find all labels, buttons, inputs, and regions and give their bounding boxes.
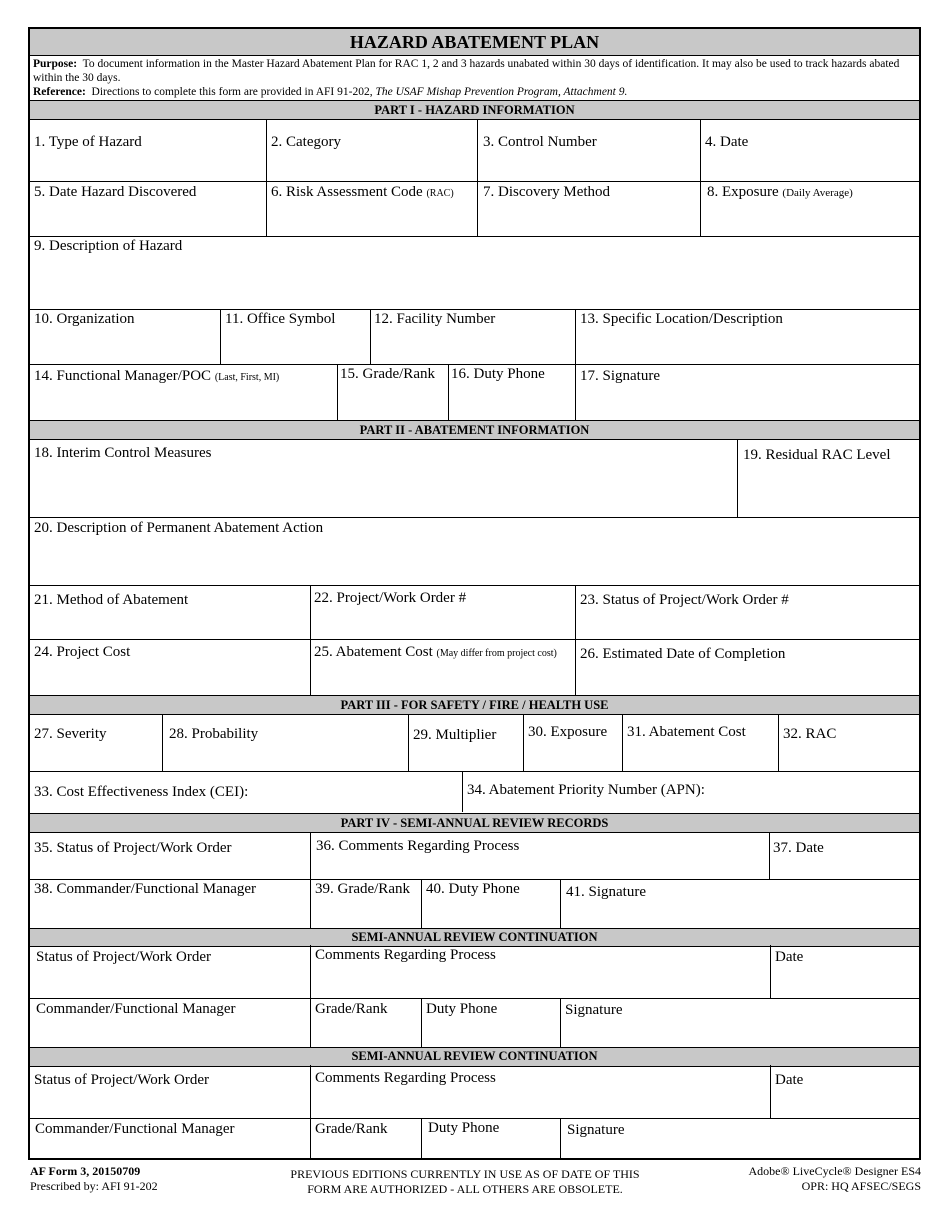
label-project-work-order: 22. Project/Work Order # bbox=[314, 590, 467, 606]
label-status-of-project: 23. Status of Project/Work Order # bbox=[580, 592, 789, 608]
hazard-abatement-form bbox=[28, 27, 921, 1160]
part3-header: PART III - FOR SAFETY / FIRE / HEALTH USE bbox=[30, 695, 919, 715]
footer-right bbox=[680, 1164, 921, 1194]
label-date-hazard-discovered: 5. Date Hazard Discovered bbox=[34, 184, 197, 200]
reference-italic: The USAF Mishap Prevention Program, Attachment 9. bbox=[375, 86, 628, 98]
label-abatement-cost-rating: 31. Abatement Cost bbox=[627, 724, 746, 740]
cont1-label-duty-phone: Duty Phone bbox=[426, 1001, 498, 1017]
label-type-of-hazard: 1. Type of Hazard bbox=[34, 134, 142, 150]
label-duty-phone: 16. Duty Phone bbox=[451, 366, 545, 382]
cont2-label-grade-rank: Grade/Rank bbox=[315, 1121, 388, 1137]
prescribed-by: Prescribed by: AFI 91-202 bbox=[30, 1179, 158, 1193]
label-organization: 10. Organization bbox=[34, 311, 135, 327]
label-project-cost: 24. Project Cost bbox=[34, 644, 131, 660]
notice-line-2: FORM ARE AUTHORIZED - ALL OTHERS ARE OBSOLETE. bbox=[307, 1182, 623, 1196]
label-severity: 27. Severity bbox=[34, 726, 107, 742]
label-category: 2. Category bbox=[271, 134, 341, 150]
purpose-block bbox=[33, 57, 913, 99]
form-id: AF Form 3, 20150709 bbox=[30, 1164, 141, 1178]
label-residual-rac-level: 19. Residual RAC Level bbox=[743, 447, 891, 463]
cont2-label-comments: Comments Regarding Process bbox=[315, 1070, 496, 1086]
label-review-comments: 36. Comments Regarding Process bbox=[316, 838, 520, 854]
part1-header: PART I - HAZARD INFORMATION bbox=[30, 100, 919, 120]
part2-header: PART II - ABATEMENT INFORMATION bbox=[30, 420, 919, 440]
continuation-header-2: SEMI-ANNUAL REVIEW CONTINUATION bbox=[30, 1047, 919, 1067]
label-review-status: 35. Status of Project/Work Order bbox=[34, 840, 232, 856]
label-abatement-priority-number: 34. Abatement Priority Number (APN): bbox=[467, 782, 705, 798]
label-date: 4. Date bbox=[705, 134, 749, 150]
reference-label: Reference: bbox=[33, 86, 86, 98]
label-exposure-rating: 30. Exposure bbox=[528, 724, 608, 740]
label-facility-number: 12. Facility Number bbox=[374, 311, 496, 327]
part4-header: PART IV - SEMI-ANNUAL REVIEW RECORDS bbox=[30, 813, 919, 833]
purpose-text: To document information in the Master Hazard Abatement Plan for RAC 1, 2 and 3 hazards unabated within 30 days of identification. It may also be used to track hazards abated within the 30 days. bbox=[33, 58, 900, 84]
cont1-label-date: Date bbox=[775, 949, 804, 965]
label-specific-location: 13. Specific Location/Description bbox=[580, 311, 783, 327]
label-risk-assessment-code: 6. Risk Assessment Code (RAC) bbox=[271, 184, 454, 200]
footer-left bbox=[30, 1164, 158, 1194]
label-review-date: 37. Date bbox=[773, 840, 824, 856]
label-cost-effectiveness-index: 33. Cost Effectiveness Index (CEI): bbox=[34, 784, 249, 800]
cont1-label-status: Status of Project/Work Order bbox=[36, 949, 212, 965]
label-discovery-method: 7. Discovery Method bbox=[483, 184, 611, 200]
label-exposure: 8. Exposure (Daily Average) bbox=[707, 184, 853, 200]
label-control-number: 3. Control Number bbox=[483, 134, 597, 150]
label-method-of-abatement: 21. Method of Abatement bbox=[34, 592, 189, 608]
designer-credit: Adobe® LiveCycle® Designer ES4 bbox=[748, 1164, 921, 1178]
label-review-duty-phone: 40. Duty Phone bbox=[426, 881, 520, 897]
label-grade-rank: 15. Grade/Rank bbox=[340, 366, 435, 382]
label-functional-manager-poc: 14. Functional Manager/POC (Last, First, MI) bbox=[34, 368, 280, 384]
cont1-label-grade-rank: Grade/Rank bbox=[315, 1001, 388, 1017]
cont1-label-commander: Commander/Functional Manager bbox=[36, 1001, 236, 1017]
label-description-of-hazard: 9. Description of Hazard bbox=[34, 238, 183, 254]
cont2-label-duty-phone: Duty Phone bbox=[428, 1120, 500, 1136]
opr: OPR: HQ AFSEC/SEGS bbox=[801, 1179, 921, 1193]
reference-text: Directions to complete this form are provided in AFI 91-202, bbox=[91, 86, 373, 98]
label-estimated-completion-date: 26. Estimated Date of Completion bbox=[580, 646, 786, 662]
label-interim-control-measures: 18. Interim Control Measures bbox=[34, 445, 212, 461]
footer-notice bbox=[250, 1167, 680, 1197]
label-review-commander: 38. Commander/Functional Manager bbox=[34, 881, 257, 897]
label-probability: 28. Probability bbox=[169, 726, 259, 742]
cont2-label-date: Date bbox=[775, 1072, 804, 1088]
notice-line-1: PREVIOUS EDITIONS CURRENTLY IN USE AS OF DATE OF THIS bbox=[290, 1167, 640, 1181]
label-signature: 17. Signature bbox=[580, 368, 660, 384]
label-abatement-cost: 25. Abatement Cost (May differ from project cost) bbox=[314, 644, 557, 660]
continuation-header-1: SEMI-ANNUAL REVIEW CONTINUATION bbox=[30, 928, 919, 947]
label-review-signature: 41. Signature bbox=[566, 884, 646, 900]
label-permanent-abatement-action: 20. Description of Permanent Abatement Action bbox=[34, 520, 324, 536]
label-multiplier: 29. Multiplier bbox=[413, 727, 497, 743]
form-title: HAZARD ABATEMENT PLAN bbox=[30, 29, 919, 56]
purpose-label: Purpose: bbox=[33, 58, 78, 70]
label-review-grade-rank: 39. Grade/Rank bbox=[315, 881, 410, 897]
cont1-label-comments: Comments Regarding Process bbox=[315, 947, 496, 963]
label-office-symbol: 11. Office Symbol bbox=[225, 311, 336, 327]
cont1-label-signature: Signature bbox=[565, 1002, 623, 1018]
cont2-label-signature: Signature bbox=[567, 1122, 625, 1138]
cont2-label-commander: Commander/Functional Manager bbox=[35, 1121, 235, 1137]
cont2-label-status: Status of Project/Work Order bbox=[34, 1072, 210, 1088]
label-rac: 32. RAC bbox=[783, 726, 837, 742]
